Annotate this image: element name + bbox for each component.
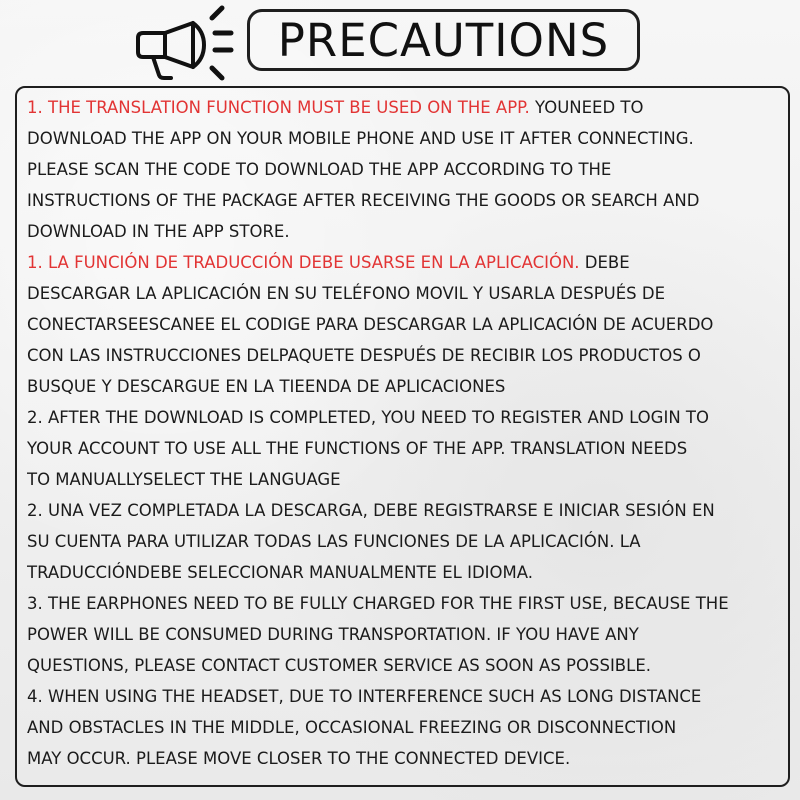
- text-line-16: [27, 557, 780, 588]
- line-2-black: DOWNLOAD THE APP ON YOUR MOBILE PHONE AND USE IT AFTER CONNECTING.: [27, 129, 694, 148]
- line-9-black: CON LAS INSTRUCCIONES DELPAQUETE DESPUÉS DE RECIBIR LOS PRODUCTOS O: [27, 346, 701, 365]
- line-19-black: QUESTIONS, PLEASE CONTACT CUSTOMER SERVICE AS SOON AS POSSIBLE.: [27, 656, 651, 675]
- text-line-12: [27, 433, 780, 464]
- text-line-18: [27, 619, 780, 650]
- text-line-13: [27, 464, 780, 495]
- text-line-7: [27, 278, 780, 309]
- content-box: [15, 86, 790, 787]
- line-20-black: 4. WHEN USING THE HEADSET, DUE TO INTERFERENCE SUCH AS LONG DISTANCE: [27, 687, 702, 706]
- megaphone-icon: [133, 5, 239, 85]
- text-line-2: [27, 123, 780, 154]
- line-16-black: TRADUCCIÓNDEBE SELECCIONAR MANUALMENTE EL IDIOMA.: [27, 563, 533, 582]
- line-15-black: SU CUENTA PARA UTILIZAR TODAS LAS FUNCIONES DE LA APLICACIÓN. LA: [27, 532, 641, 551]
- line-4-black: INSTRUCTIONS OF THE PACKAGE AFTER RECEIVING THE GOODS OR SEARCH AND: [27, 191, 700, 210]
- line-22-black: MAY OCCUR. PLEASE MOVE CLOSER TO THE CONNECTED DEVICE.: [27, 749, 571, 768]
- line-14-black: 2. UNA VEZ COMPLETADA LA DESCARGA, DEBE REGISTRARSE E INICIAR SESIÓN EN: [27, 501, 715, 520]
- line-6-red: 1. LA FUNCIÓN DE TRADUCCIÓN DEBE USARSE EN LA APLICACIÓN.: [27, 253, 580, 272]
- text-line-20: [27, 681, 780, 712]
- line-6-black: DEBE: [579, 253, 630, 272]
- text-line-17: [27, 588, 780, 619]
- text-line-19: [27, 650, 780, 681]
- line-10-black: BUSQUE Y DESCARGUE EN LA TIEENDA DE APLICACIONES: [27, 377, 506, 396]
- line-8-black: CONECTARSEESCANEE EL CODIGE PARA DESCARGAR LA APLICACIÓN DE ACUERDO: [27, 315, 714, 334]
- text-line-11: [27, 402, 780, 433]
- text-line-8: [27, 309, 780, 340]
- header: [0, 0, 800, 88]
- text-line-5: [27, 216, 780, 247]
- line-17-black: 3. THE EARPHONES NEED TO BE FULLY CHARGED FOR THE FIRST USE, BECAUSE THE: [27, 594, 729, 613]
- line-13-black: TO MANUALLYSELECT THE LANGUAGE: [27, 470, 341, 489]
- precautions-lines: [27, 92, 780, 774]
- text-line-6: [27, 247, 780, 278]
- text-line-1: [27, 92, 780, 123]
- line-1-red: 1. THE TRANSLATION FUNCTION MUST BE USED ON THE APP.: [27, 98, 530, 117]
- text-line-21: [27, 712, 780, 743]
- text-line-10: [27, 371, 780, 402]
- line-5-black: DOWNLOAD IN THE APP STORE.: [27, 222, 290, 241]
- line-11-black: 2. AFTER THE DOWNLOAD IS COMPLETED, YOU NEED TO REGISTER AND LOGIN TO: [27, 408, 709, 427]
- text-line-4: [27, 185, 780, 216]
- text-line-3: [27, 154, 780, 185]
- line-18-black: POWER WILL BE CONSUMED DURING TRANSPORTATION. IF YOU HAVE ANY: [27, 625, 639, 644]
- line-1-black: YOUNEED TO: [529, 98, 644, 117]
- line-12-black: YOUR ACCOUNT TO USE ALL THE FUNCTIONS OF THE APP. TRANSLATION NEEDS: [27, 439, 688, 458]
- line-3-black: PLEASE SCAN THE CODE TO DOWNLOAD THE APP ACCORDING TO THE: [27, 160, 612, 179]
- text-line-15: [27, 526, 780, 557]
- text-line-14: [27, 495, 780, 526]
- page-title: PRECAUTIONS: [277, 14, 610, 67]
- text-line-9: [27, 340, 780, 371]
- text-line-22: [27, 743, 780, 774]
- title-box: [247, 9, 640, 71]
- line-7-black: DESCARGAR LA APLICACIÓN EN SU TELÉFONO MOVIL Y USARLA DESPUÉS DE: [27, 284, 665, 303]
- line-21-black: AND OBSTACLES IN THE MIDDLE, OCCASIONAL FREEZING OR DISCONNECTION: [27, 718, 677, 737]
